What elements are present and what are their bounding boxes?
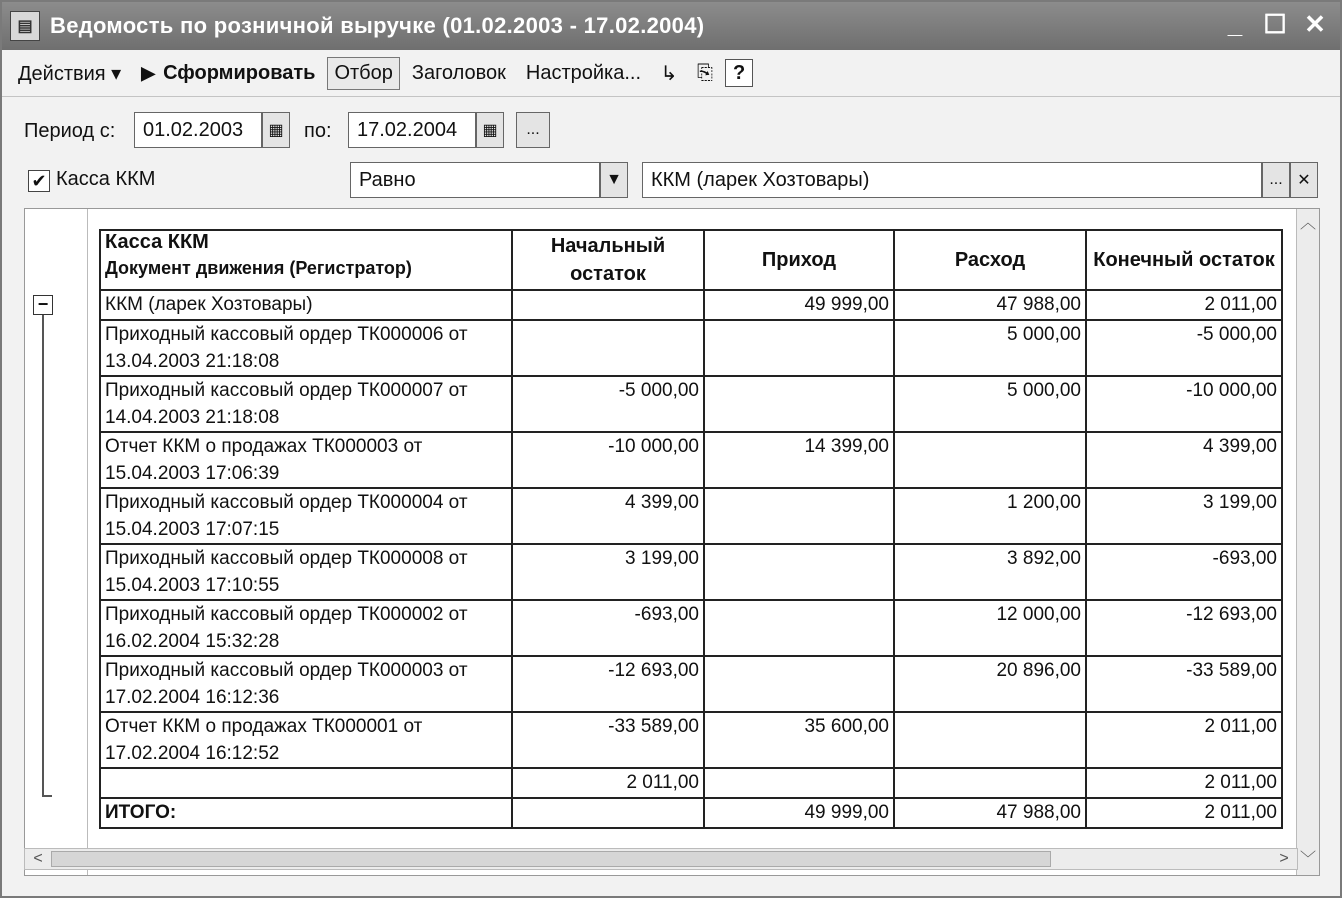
cell-start: -5 000,00 [512,376,704,432]
cell-end: 2 011,00 [1086,712,1282,768]
cell-start: 2 011,00 [512,768,704,798]
table-row[interactable] [100,488,1282,544]
table-row[interactable] [100,712,1282,768]
minimize-button[interactable]: _ [1227,9,1243,39]
cell-expense: 3 892,00 [894,544,1086,600]
tree-line-end [42,795,52,797]
total-label: ИТОГО: [100,798,512,828]
cell-expense: 12 000,00 [894,600,1086,656]
date-from-input[interactable]: 01.02.2003 [134,112,262,148]
play-icon: ▶ [141,62,156,83]
tree-gutter [25,209,88,875]
cell-doc: Приходный кассовый ордер ТК000007 от 14.04.2003 21:18:08 [100,376,512,432]
cell-doc: Отчет ККМ о продажах ТК000003 от 15.04.2003 17:06:39 [100,432,512,488]
scroll-down-icon[interactable]: ﹀ [1299,851,1316,868]
horizontal-scrollbar[interactable] [24,848,1298,870]
cell-income [704,656,894,712]
cell-income [704,544,894,600]
cell-expense: 5 000,00 [894,320,1086,376]
table-row[interactable] [100,656,1282,712]
date-to-input[interactable]: 17.02.2004 [348,112,476,148]
cell-expense: 1 200,00 [894,488,1086,544]
scroll-right-icon[interactable]: > [1279,850,1289,867]
header-row [100,230,1282,290]
goto-icon[interactable]: ↳ [660,62,678,85]
cell-end: -33 589,00 [1086,656,1282,712]
cell-end: 2 011,00 [1086,798,1282,828]
vertical-scrollbar[interactable] [1296,209,1319,875]
cell-start [512,290,704,320]
col-income-header: Приход [704,230,894,290]
cell-expense: 5 000,00 [894,376,1086,432]
cell-income [704,600,894,656]
actions-menu[interactable]: Действия ▾ [18,62,122,85]
table-row[interactable] [100,376,1282,432]
cell-income [704,376,894,432]
total-row[interactable] [100,798,1282,828]
cell-end: 2 011,00 [1086,768,1282,798]
cell-end: -10 000,00 [1086,376,1282,432]
cell-income: 35 600,00 [704,712,894,768]
period-select-button[interactable]: ... [516,112,550,148]
kkm-label: Касса ККМ [56,168,156,190]
kkm-choose-button[interactable]: ... [1262,162,1290,198]
cell-doc: ККМ (ларек Хозтовары) [100,290,512,320]
scroll-up-icon[interactable]: ︿ [1299,215,1316,232]
cell-end: -12 693,00 [1086,600,1282,656]
settings-button[interactable]: Настройка... [525,61,642,84]
col-kkm-header-line1: Касса ККМ [105,231,209,253]
table-row[interactable] [100,544,1282,600]
col-document-header: Документ движения (Регистратор) [105,258,412,278]
cell-income: 49 999,00 [704,798,894,828]
toolbar [2,50,1340,97]
cell-doc: Приходный кассовый ордер ТК000003 от 17.02.2004 16:12:36 [100,656,512,712]
cell-doc: Приходный кассовый ордер ТК000006 от 13.04.2003 21:18:08 [100,320,512,376]
chevron-down-icon[interactable]: ▼ [600,162,628,198]
cell-doc: Приходный кассовый ордер ТК000008 от 15.04.2003 17:10:55 [100,544,512,600]
cell-start: -33 589,00 [512,712,704,768]
cell-income: 49 999,00 [704,290,894,320]
clear-icon[interactable]: ✕ [1290,162,1318,198]
col-end-header: Конечный остаток [1086,230,1282,290]
report-table [99,229,1283,829]
table-row[interactable] [100,432,1282,488]
cell-end: 3 199,00 [1086,488,1282,544]
table-row[interactable] [100,600,1282,656]
calendar-to-icon[interactable]: ▦ [476,112,504,148]
cell-income [704,488,894,544]
summary-row[interactable] [100,768,1282,798]
header-button[interactable]: Заголовок [411,61,506,84]
cell-start: 4 399,00 [512,488,704,544]
cell-income [704,768,894,798]
title-bar [2,2,1340,50]
maximize-button[interactable]: ☐ [1263,9,1287,39]
cell-start: 3 199,00 [512,544,704,600]
cell-income [704,320,894,376]
generate-button[interactable] [133,58,323,89]
cell-doc: Отчет ККМ о продажах ТК000001 от 17.02.2004 16:12:52 [100,712,512,768]
col-expense-header: Расход [894,230,1086,290]
parameters-panel [2,96,1340,204]
cell-start [512,320,704,376]
cell-start: -12 693,00 [512,656,704,712]
cell-start: -10 000,00 [512,432,704,488]
kkm-checkbox[interactable]: ✔ [28,170,50,192]
window-title: Ведомость по розничной выручке (01.02.2003 - 17.02.2004) [50,13,705,38]
cell-expense [894,712,1086,768]
collapse-group-icon[interactable]: − [33,295,53,315]
cell-expense: 47 988,00 [894,798,1086,828]
help-button[interactable]: ? [725,59,753,87]
period-to-label: по: [304,120,332,142]
kkm-value-input[interactable]: ККМ (ларек Хозтовары) [642,162,1262,198]
group-row[interactable] [100,290,1282,320]
horizontal-scroll-thumb[interactable] [51,851,1051,867]
col-kkm-header [100,230,512,290]
filter-button[interactable]: Отбор [327,57,399,90]
close-button[interactable]: ✕ [1304,9,1326,39]
app-icon: ▤ [10,11,40,41]
period-from-label: Период с: [24,120,116,142]
condition-select[interactable]: Равно [350,162,600,198]
cell-end: -693,00 [1086,544,1282,600]
cell-doc: Приходный кассовый ордер ТК000004 от 15.04.2003 17:07:15 [100,488,512,544]
cell-expense [894,768,1086,798]
generate-label: Сформировать [163,61,316,84]
report-copy-icon[interactable]: ⎘ [697,61,714,84]
cell-expense: 47 988,00 [894,290,1086,320]
col-start-header: Начальный остаток [512,230,704,290]
cell-income: 14 399,00 [704,432,894,488]
cell-end: 2 011,00 [1086,290,1282,320]
cell-end: -5 000,00 [1086,320,1282,376]
cell-start: -693,00 [512,600,704,656]
cell-expense [894,432,1086,488]
cell-expense: 20 896,00 [894,656,1086,712]
scroll-left-icon[interactable]: < [33,850,43,867]
calendar-from-icon[interactable]: ▦ [262,112,290,148]
report-area [24,208,1320,876]
cell-doc [100,768,512,798]
cell-doc: Приходный кассовый ордер ТК000002 от 16.02.2004 15:32:28 [100,600,512,656]
cell-end: 4 399,00 [1086,432,1282,488]
tree-line [42,315,44,795]
table-row[interactable] [100,320,1282,376]
cell-start [512,798,704,828]
